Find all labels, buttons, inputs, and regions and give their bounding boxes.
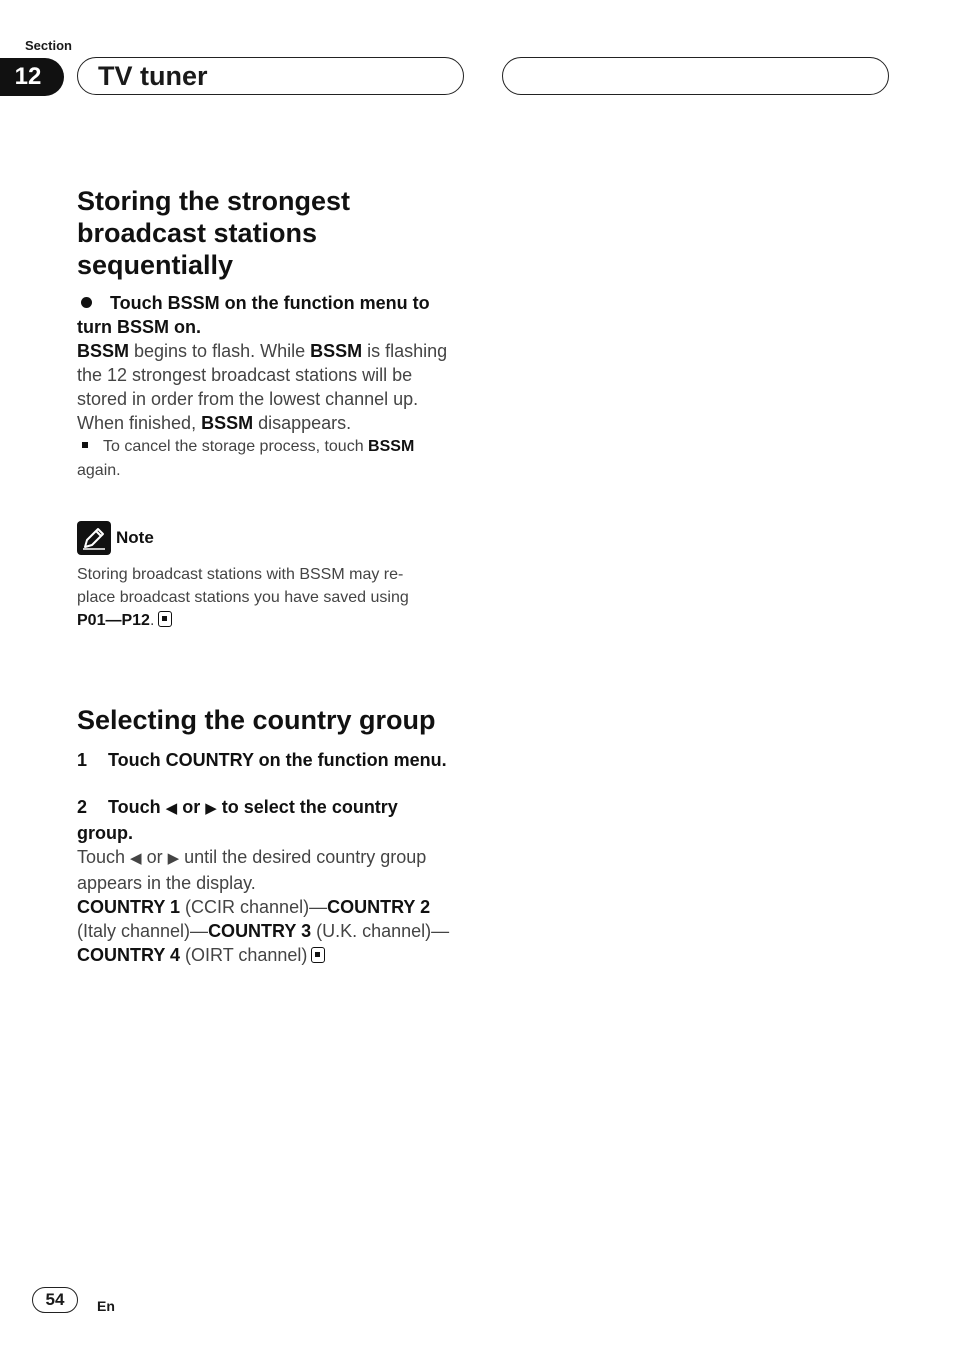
- step-1: 1 Touch COUNTRY on the function menu.: [77, 750, 447, 770]
- cancel-tip: To cancel the storage process, touch BSSM again.: [77, 438, 415, 479]
- square-bullet-icon: [82, 442, 88, 448]
- country-description: Touch ◀ or ▶ until the desired country group appears in the display. COUNTRY 1 (CCIR channel)—COUNTRY 2 (Italy channel)—COUNTRY 3 (U.K. channel)— COUNTRY 4 (OIRT channel): [77, 847, 450, 965]
- bullet-icon: [81, 297, 92, 308]
- pencil-note-icon: [77, 521, 111, 555]
- end-of-section-icon: [158, 611, 172, 627]
- heading-storing-strongest: Storing the strongest broadcast stations sequentially: [77, 186, 351, 280]
- empty-header-pill: [502, 57, 889, 95]
- left-arrow-icon: ◀: [130, 850, 142, 867]
- chapter-title-pill: [77, 57, 464, 95]
- right-arrow-icon: ▶: [167, 850, 180, 867]
- end-of-section-icon: [311, 947, 325, 963]
- section-label: Section: [25, 38, 72, 53]
- page-number: 54: [32, 1287, 78, 1313]
- heading-country-group: Selecting the country group: [77, 705, 436, 735]
- left-arrow-icon: ◀: [165, 800, 178, 817]
- note-text: Storing broadcast stations with BSSM may re- place broadcast stations you have saved using P01—P12.: [77, 566, 409, 629]
- language-label: En: [97, 1298, 115, 1314]
- note-header: [77, 521, 467, 555]
- instruction-bssm: Touch BSSM on the function menu to turn BSSM on.: [77, 293, 430, 337]
- chapter-title: TV tuner: [98, 60, 208, 91]
- right-arrow-icon: ▶: [205, 800, 217, 817]
- bssm-description: BSSM begins to flash. While BSSM is flashing the 12 strongest broadcast stations will be stored in order from the lowest channel up. When finished, BSSM disappears.: [77, 341, 448, 433]
- section-number-badge: 12: [0, 58, 64, 96]
- step-2: 2 Touch ◀ or ▶ to select the country group.: [77, 797, 398, 843]
- content-column: [77, 185, 467, 967]
- note-label: Note: [116, 528, 154, 547]
